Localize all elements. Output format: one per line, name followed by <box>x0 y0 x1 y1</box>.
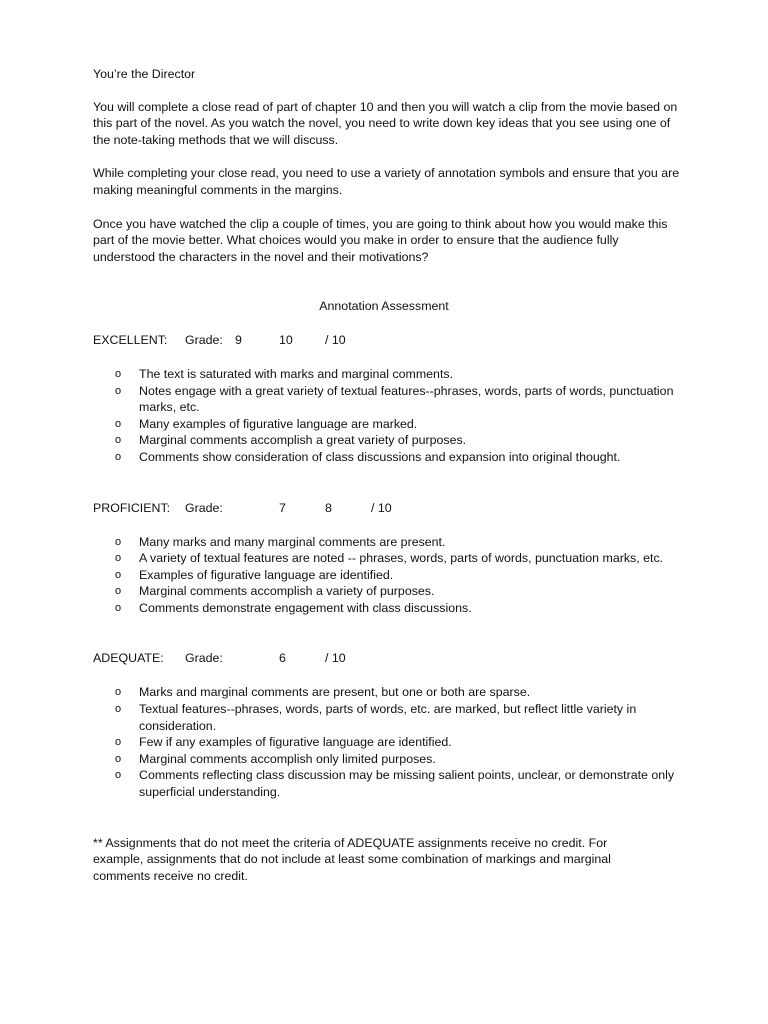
bullet-icon: o <box>115 535 122 548</box>
grade-out-of: / 10 <box>325 651 346 666</box>
list-item <box>93 583 683 600</box>
assessment-title: Annotation Assessment <box>319 299 449 314</box>
criterion-text: Marginal comments accomplish only limited purposes. <box>139 751 436 766</box>
level-heading-excellent <box>93 332 683 349</box>
criterion-text: Many marks and many marginal comments are present. <box>139 534 446 549</box>
bullet-icon: o <box>115 367 122 380</box>
list-item <box>93 767 683 800</box>
grade-value: 6 <box>279 651 286 666</box>
list-item <box>93 416 683 433</box>
grade-value: 7 <box>279 500 286 515</box>
grade-value: 8 <box>325 500 332 515</box>
level-heading-adequate <box>93 650 683 667</box>
bullet-icon: o <box>115 384 122 397</box>
list-item <box>93 534 683 551</box>
list-item <box>93 701 683 734</box>
list-item <box>93 600 683 617</box>
grade-value: 9 <box>235 332 242 347</box>
footnote: ** Assignments that do not meet the criteria of ADEQUATE assignments receive no credit. For example, assignments that do not include at least some combination of markings and marginal comments receive no credit. <box>93 835 611 883</box>
bullet-icon: o <box>115 686 122 699</box>
bullet-icon: o <box>115 769 122 782</box>
bullet-icon: o <box>115 568 122 581</box>
level-name: ADEQUATE: <box>93 651 164 666</box>
intro-paragraph-1: You will complete a close read of part of chapter 10 and then you will watch a clip from the movie based on this part of the novel. As you watch the novel, you need to write down key ideas that you see using one of the note-taking methods that we will discuss. <box>93 99 678 147</box>
bullet-icon: o <box>115 752 122 765</box>
bullet-icon: o <box>115 450 122 463</box>
level-name: EXCELLENT: <box>93 332 168 347</box>
intro-paragraph-2: While completing your close read, you need to use a variety of annotation symbols and ensure that you are making meaningful comments in the margins. <box>93 166 680 197</box>
list-item <box>93 550 683 567</box>
list-item <box>93 734 683 751</box>
criterion-text: Marginal comments accomplish a variety of purposes. <box>139 584 435 599</box>
criterion-text: The text is saturated with marks and marginal comments. <box>139 366 454 381</box>
criterion-text: Marks and marginal comments are present, but one or both are sparse. <box>139 685 531 700</box>
grade-label: Grade: <box>185 500 223 515</box>
criterion-text: Textual features--phrases, words, parts of words, etc. are marked, but reflect little variety in consideration. <box>139 702 637 733</box>
criterion-text: Marginal comments accomplish a great variety of purposes. <box>139 433 467 448</box>
document-page <box>93 66 683 884</box>
grade-label: Grade: <box>185 651 223 666</box>
criterion-text: Comments demonstrate engagement with class discussions. <box>139 600 472 615</box>
criterion-text: Comments show consideration of class discussions and expansion into original thought. <box>139 449 621 464</box>
list-item <box>93 567 683 584</box>
criterion-text: Examples of figurative language are identified. <box>139 567 394 582</box>
list-item <box>93 449 683 466</box>
bullet-icon: o <box>115 552 122 565</box>
bullet-icon: o <box>115 585 122 598</box>
bullet-icon: o <box>115 703 122 716</box>
grade-out-of: / 10 <box>325 332 346 347</box>
list-item <box>93 383 683 416</box>
criteria-list-proficient <box>93 534 683 617</box>
document-title: You’re the Director <box>93 67 196 81</box>
criteria-list-adequate <box>93 684 683 800</box>
bullet-icon: o <box>115 736 122 749</box>
criterion-text: Few if any examples of figurative language are identified. <box>139 735 452 750</box>
bullet-icon: o <box>115 601 122 614</box>
criterion-text: A variety of textual features are noted -- phrases, words, parts of words, punctuation marks, etc. <box>139 551 664 566</box>
criterion-text: Notes engage with a great variety of textual features--phrases, words, parts of words, punctuation marks, etc. <box>139 383 674 415</box>
list-item <box>93 684 683 701</box>
bullet-icon: o <box>115 417 122 430</box>
grade-out-of: / 10 <box>371 500 392 515</box>
grade-label: Grade: <box>185 332 223 347</box>
criteria-list-excellent <box>93 366 683 466</box>
list-item <box>93 751 683 768</box>
criterion-text: Comments reflecting class discussion may be missing salient points, unclear, or demonstrate only superficial understanding. <box>139 768 675 800</box>
list-item <box>93 432 683 449</box>
list-item <box>93 366 683 383</box>
level-heading-proficient <box>93 500 683 517</box>
criterion-text: Many examples of figurative language are marked. <box>139 416 418 431</box>
level-name: PROFICIENT: <box>93 500 171 515</box>
grade-value: 10 <box>279 332 293 347</box>
bullet-icon: o <box>115 434 122 447</box>
intro-paragraph-3: Once you have watched the clip a couple of times, you are going to think about how you would make this part of the movie better. What choices would you make in order to ensure that the audience fully understood the characters in the novel and their motivations? <box>93 216 668 264</box>
